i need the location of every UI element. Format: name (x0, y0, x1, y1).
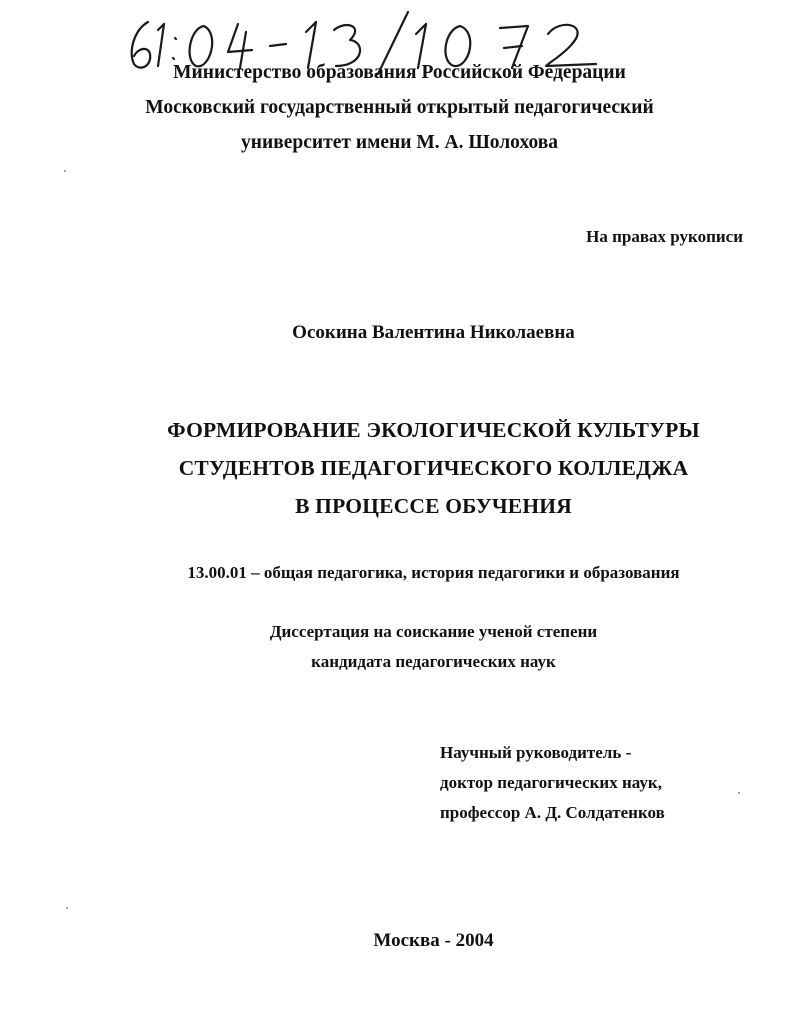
specialty-code: 13.00.01 – общая педагогика, история педагогики и образования (187, 563, 680, 582)
author-name: Осокина Валентина Николаевна (292, 322, 575, 343)
dissertation-line2: кандидата педагогических наук (311, 652, 556, 671)
ministry-name: Министерство образования Российской Федерации (173, 62, 626, 83)
advisor-line3: профессор А. Д. Солдатенков (440, 803, 665, 822)
scan-speck (738, 792, 740, 794)
advisor-line1: Научный руководитель - (440, 743, 632, 762)
dissertation-line1: Диссертация на соискание ученой степени (269, 622, 598, 641)
title-line3: В ПРОЦЕССЕ ОБУЧЕНИЯ (295, 494, 572, 518)
title-line2: СТУДЕНТОВ ПЕДАГОГИЧЕСКОГО КОЛЛЕДЖА (178, 456, 689, 480)
city-year: Москва - 2004 (373, 930, 494, 951)
rights-note: На правах рукописи (586, 227, 743, 246)
university-name-line2: университет имени М. А. Шолохова (241, 132, 558, 153)
university-name-line1: Московский государственный открытый педагогический (145, 97, 654, 118)
title-line1: ФОРМИРОВАНИЕ ЭКОЛОГИЧЕСКОЙ КУЛЬТУРЫ (167, 418, 700, 442)
scan-speck (66, 907, 68, 909)
scan-speck (64, 170, 66, 172)
advisor-line2: доктор педагогических наук, (440, 773, 662, 792)
